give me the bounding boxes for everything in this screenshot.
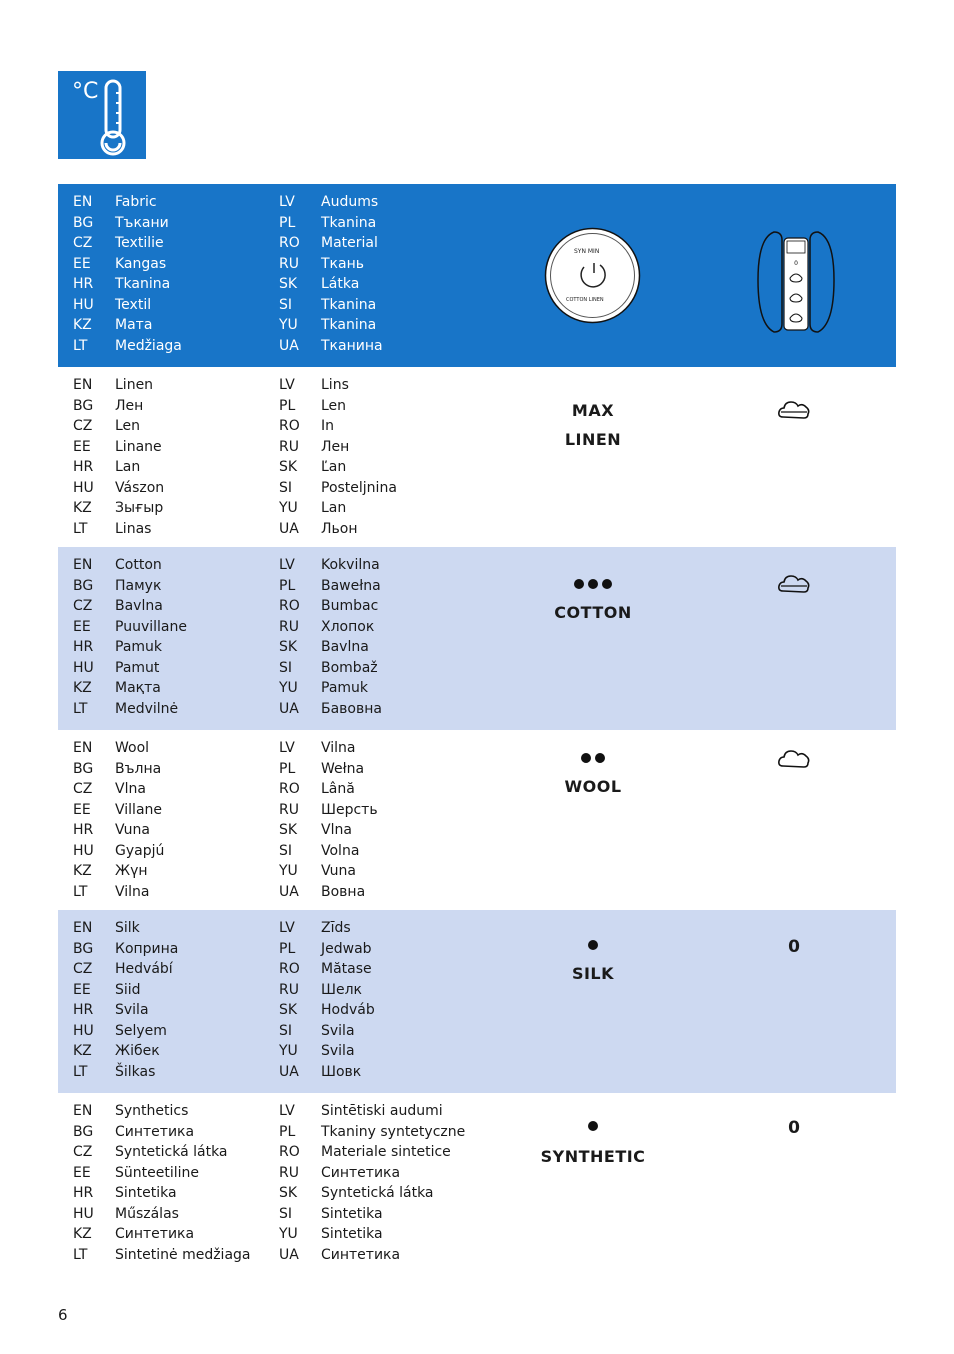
list-item: UA Вовна [279, 883, 366, 900]
list-item: HR Sintetika [73, 1185, 177, 1201]
list-item: PL Len [279, 397, 347, 414]
steam-control-icon [752, 228, 840, 336]
dot-icon [602, 579, 612, 589]
list-item: UA Синтетика [279, 1246, 401, 1263]
list-item: YU Tkanina [279, 317, 377, 333]
dot-icon [588, 1121, 598, 1131]
list-item: UA Шовк [279, 1063, 362, 1080]
list-item: EN Synthetics [73, 1103, 189, 1119]
list-item: BG Памук [73, 577, 162, 594]
list-item: EN Silk [73, 920, 140, 936]
thermometer-header-box [58, 71, 146, 159]
list-item: LV Lins [279, 377, 349, 393]
list-item: EN Linen [73, 377, 154, 393]
list-item: RO Materiale sintetice [279, 1144, 451, 1160]
list-item: CZ Bavlna [73, 598, 163, 614]
list-item: SK Ľan [279, 459, 347, 475]
temperature-dial-icon [544, 227, 641, 324]
setting-label: SYNTHETIC [540, 1147, 646, 1166]
temperature-dots [528, 940, 658, 950]
list-item: EN Wool [73, 740, 150, 756]
list-item: KZ Жүн [73, 863, 148, 879]
list-item: PL Bawełna [279, 577, 381, 594]
language-list-a [73, 555, 187, 719]
list-item: YU Lan [279, 500, 347, 516]
list-item: HR Svila [73, 1002, 149, 1018]
list-item: HU Selyem [73, 1022, 167, 1039]
list-item: CZ Hedvábí [73, 961, 173, 977]
temperature-dots [528, 579, 658, 589]
list-item: EE Sünteetiline [73, 1164, 199, 1181]
language-list-a [73, 1101, 251, 1265]
list-item: SI Posteljnina [279, 479, 397, 496]
list-item: RU Шелк [279, 981, 362, 998]
list-item: UA Льон [279, 520, 358, 537]
temperature-setting [528, 401, 658, 449]
language-list-b [279, 738, 378, 902]
dot-icon [588, 940, 598, 950]
list-item: RU Синтетика [279, 1164, 401, 1181]
temperature-setting [528, 753, 658, 796]
list-item: KZ Мақта [73, 680, 161, 696]
table-row [58, 1093, 896, 1273]
steam-off-label: 0 [788, 937, 800, 957]
language-list-b [279, 555, 382, 719]
svg-text:0: 0 [794, 260, 798, 267]
cloud-max-icon [777, 573, 811, 595]
list-item: HU Textil [73, 296, 152, 313]
list-item: EE Linane [73, 438, 162, 455]
list-item: RO Lână [279, 781, 355, 797]
list-item: RO Bumbac [279, 598, 379, 614]
language-list-a [73, 738, 164, 902]
temperature-dots [528, 1121, 658, 1131]
cloud-icon [777, 748, 811, 770]
setting-label: COTTON [554, 603, 632, 622]
list-item: RU Лен [279, 438, 350, 455]
list-item: LT Sintetinė medžiaga [73, 1246, 251, 1263]
table-row [58, 367, 896, 547]
list-item: EN Cotton [73, 557, 162, 573]
page-number: 6 [58, 1306, 68, 1324]
list-item: UA Бавовна [279, 700, 382, 717]
cloud-max-icon [777, 399, 811, 421]
list-item: EE Kangas [73, 255, 167, 272]
list-item: LV Zīds [279, 920, 351, 936]
table-row [58, 547, 896, 730]
list-item: KZ Мата [73, 317, 153, 333]
language-list-a [73, 918, 178, 1082]
language-list-b [279, 1101, 465, 1265]
list-item: BG Лен [73, 397, 144, 414]
list-item: LT Šilkas [73, 1063, 156, 1080]
list-item: RU Ткань [279, 255, 364, 272]
list-item: HU Pamut [73, 659, 160, 676]
list-item: LV Sintētiski audumi [279, 1103, 443, 1119]
list-item: SK Látka [279, 276, 360, 292]
table-header-row [58, 184, 896, 367]
list-item: HR Pamuk [73, 639, 163, 655]
header-language-list-a [73, 192, 182, 356]
steam-setting [774, 573, 814, 599]
list-item: SI Svila [279, 1022, 355, 1039]
thermometer-icon [58, 71, 146, 159]
temperature-setting [528, 579, 658, 622]
list-item: LV Audums [279, 194, 379, 210]
language-list-b [279, 375, 397, 539]
list-item: LV Vilna [279, 740, 356, 756]
language-list-a [73, 375, 164, 539]
list-item: BG Коприна [73, 940, 179, 957]
temperature-setting [528, 940, 658, 983]
setting-label: WOOL [564, 777, 622, 796]
list-item: LT Linas [73, 520, 152, 537]
steam-setting [774, 399, 814, 425]
header-language-list-b [279, 192, 383, 356]
list-item: KZ Зығыр [73, 500, 164, 516]
list-item: RO Mătase [279, 961, 372, 977]
dot-icon [595, 753, 605, 763]
list-item: SI Bombaž [279, 659, 378, 676]
list-item: HU Műszálas [73, 1205, 179, 1222]
list-item: LV Kokvilna [279, 557, 380, 573]
list-item: SK Syntetická látka [279, 1185, 434, 1201]
list-item: HR Lan [73, 459, 141, 475]
list-item: YU Sintetika [279, 1226, 383, 1242]
list-item: LT Medvilnė [73, 700, 179, 717]
list-item: YU Svila [279, 1043, 355, 1059]
list-item: PL Jedwab [279, 940, 372, 957]
list-item: CZ Len [73, 418, 141, 434]
list-item: KZ Синтетика [73, 1226, 195, 1242]
table-row [58, 910, 896, 1093]
setting-label: LINEN [564, 430, 622, 449]
list-item: EE Puuvillane [73, 618, 187, 635]
list-item: YU Vuna [279, 863, 356, 879]
setting-max-label: MAX [571, 401, 615, 420]
list-item: SI Tkanina [279, 296, 377, 313]
list-item: RO In [279, 418, 335, 434]
list-item: UA Тканина [279, 337, 383, 354]
dot-icon [574, 579, 584, 589]
svg-text:COTTON LINEN: COTTON LINEN [566, 297, 604, 303]
list-item: HU Gyapjú [73, 842, 165, 859]
table-row [58, 730, 896, 910]
list-item: PL Wełna [279, 760, 365, 777]
list-item: SK Vlna [279, 822, 352, 838]
list-item: EE Siid [73, 981, 141, 998]
list-item: LT Vilna [73, 883, 150, 900]
temperature-dots [528, 753, 658, 763]
list-item: CZ Vlna [73, 781, 146, 797]
list-item: CZ Syntetická látka [73, 1144, 228, 1160]
list-item: HR Vuna [73, 822, 150, 838]
steam-setting [774, 748, 814, 774]
list-item: YU Pamuk [279, 680, 369, 696]
temperature-setting [528, 1121, 658, 1166]
list-item: BG Тъкани [73, 214, 169, 231]
dot-icon [588, 579, 598, 589]
list-item: SI Sintetika [279, 1205, 383, 1222]
list-item: PL Tkaniny syntetyczne [279, 1123, 466, 1140]
degree-celsius-label: °C [72, 79, 99, 104]
list-item: BG Синтетика [73, 1123, 195, 1140]
list-item: SK Bavlna [279, 639, 369, 655]
language-list-b [279, 918, 375, 1082]
steam-off-label: 0 [788, 1118, 800, 1138]
list-item: SK Hodváb [279, 1002, 375, 1018]
list-item: SI Volna [279, 842, 360, 859]
list-item: HR Tkanina [73, 276, 171, 292]
dot-icon [581, 753, 591, 763]
list-item: PL Tkanina [279, 214, 377, 231]
setting-label: SILK [571, 964, 615, 983]
list-item: RU Хлопок [279, 618, 375, 635]
list-item: BG Вълна [73, 760, 162, 777]
list-item: EN Fabric [73, 194, 157, 210]
list-item: CZ Textilie [73, 235, 164, 251]
list-item: LT Medžiaga [73, 337, 182, 354]
list-item: RU Шерсть [279, 801, 378, 818]
list-item: KZ Жібек [73, 1043, 160, 1059]
list-item: RO Material [279, 235, 378, 251]
list-item: EE Villane [73, 801, 163, 818]
list-item: HU Vászon [73, 479, 165, 496]
svg-text:SYN MIN: SYN MIN [574, 248, 600, 255]
